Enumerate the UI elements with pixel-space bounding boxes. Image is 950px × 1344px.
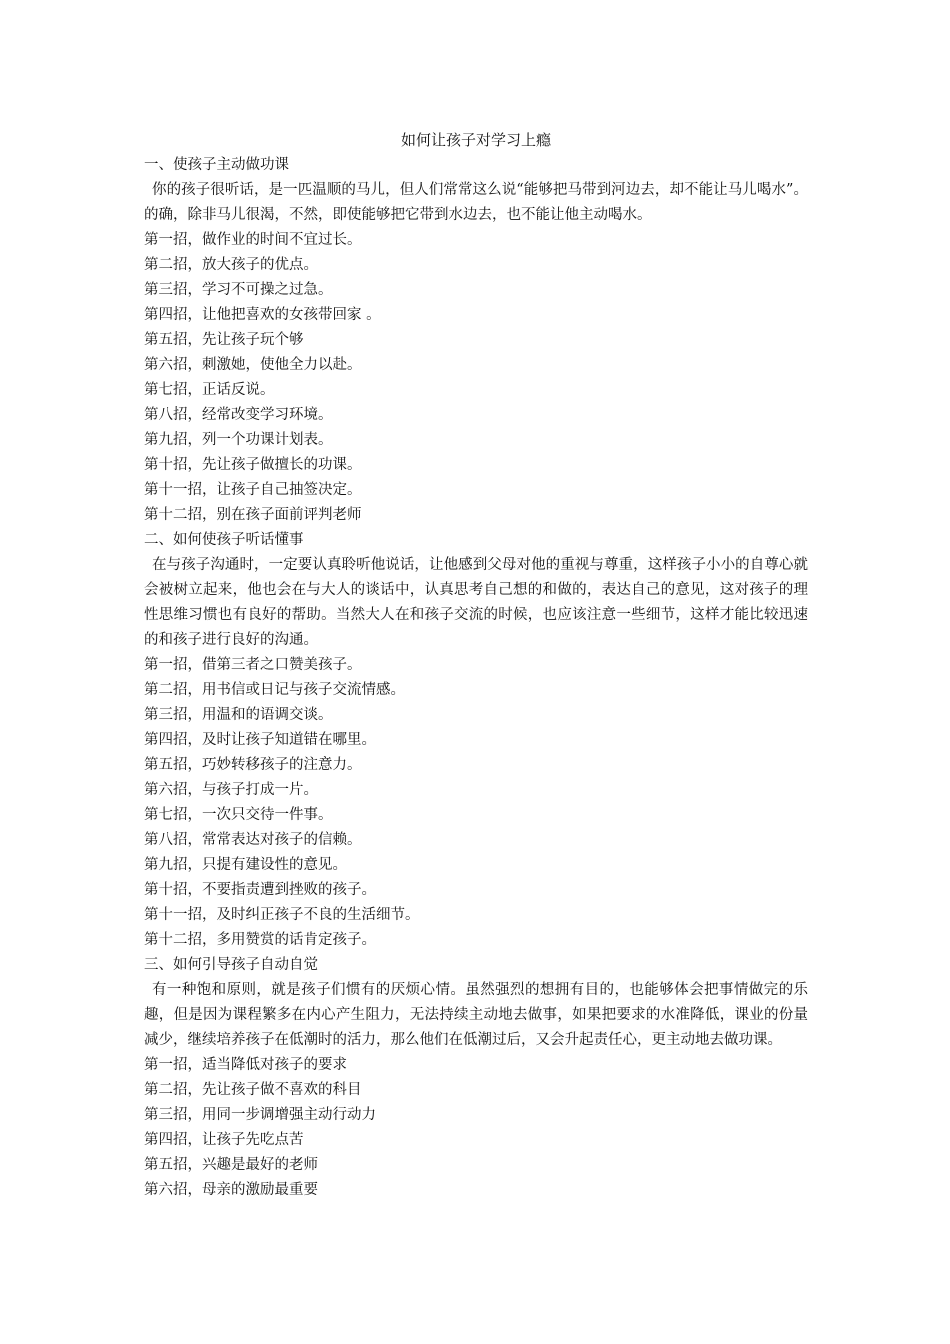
list-item: 第八招，常常表达对孩子的信赖。 [144,832,362,848]
list-item: 第三招，用温和的语调交谈。 [144,707,333,723]
list-item: 第二招，用书信或日记与孩子交流情感。 [144,682,405,698]
list-item: 第十二招，多用赞赏的话肯定孩子。 [144,932,376,948]
list-item: 第一招，借第三者之口赞美孩子。 [144,657,362,673]
list-item: 第二招，先让孩子做不喜欢的科目 [144,1082,362,1098]
list-item: 第十招，先让孩子做擅长的功课。 [144,457,362,473]
list-item: 第三招，学习不可操之过急。 [144,282,333,298]
list-item: 第一招，做作业的时间不宜过长。 [144,232,362,248]
section-paragraph: 有一种饱和原则，就是孩子们惯有的厌烦心情。虽然强烈的想拥有目的，也能够体会把事情做完的乐趣，但是因为课程繁多在内心产生阻力，无法持续主动地去做事，如果把要求的水准降低，课业的份量减少，继续培养孩子在低潮时的活力，那么他们在低潮过后，又会升起责任心，更主动地去做功课。 [144,982,808,1048]
section-heading: 二、如何使孩子听话懂事 [144,532,304,548]
list-item: 第五招，兴趣是最好的老师 [144,1157,318,1173]
section-heading: 三、如何引导孩子自动自觉 [144,957,318,973]
list-item: 第六招，母亲的激励最重要 [144,1182,318,1198]
section-1 [144,153,808,528]
list-item: 第七招，正话反说。 [144,382,275,398]
list-item: 第六招，与孩子打成一片。 [144,782,318,798]
list-item: 第八招，经常改变学习环境。 [144,407,333,423]
list-item: 第六招，刺激她，使他全力以赴。 [144,357,362,373]
list-item: 第九招，只提有建设性的意见。 [144,857,347,873]
list-item: 第二招，放大孩子的优点。 [144,257,318,273]
list-item: 第三招，用同一步调增强主动行动力 [144,1107,376,1123]
list-item: 第七招，一次只交待一件事。 [144,807,333,823]
list-item: 第十一招，及时纠正孩子不良的生活细节。 [144,907,420,923]
document-title: 如何让孩子对学习上瘾 [400,131,551,149]
list-item: 第一招，适当降低对孩子的要求 [144,1057,347,1073]
section-paragraph: 在与孩子沟通时，一定要认真聆听他说话，让他感到父母对他的重视与尊重，这样孩子小小的自尊心就会被树立起来，他也会在与大人的谈话中，认真思考自己想的和做的，表达自己的意见，这对孩子的理性思维习惯也有良好的帮助。当然大人在和孩子交流的时候，也应该注意一些细节，这样才能比较迅速的和孩子进行良好的沟通。 [144,557,808,648]
list-item: 第四招，让他把喜欢的女孩带回家 。 [144,307,381,323]
list-item: 第四招，及时让孩子知道错在哪里。 [144,732,376,748]
list-item: 第十一招，让孩子自己抽签决定。 [144,482,362,498]
document-page [144,128,808,1203]
section-2 [144,528,808,953]
list-item: 第九招，列一个功课计划表。 [144,432,333,448]
list-item: 第十二招，别在孩子面前评判老师 [144,507,362,523]
list-item: 第四招，让孩子先吃点苦 [144,1132,304,1148]
section-3 [144,953,808,1203]
list-item: 第十招，不要指责遭到挫败的孩子。 [144,882,376,898]
list-item: 第五招，先让孩子玩个够 [144,332,304,348]
list-item: 第五招，巧妙转移孩子的注意力。 [144,757,362,773]
section-heading: 一、使孩子主动做功课 [144,157,289,173]
section-paragraph: 你的孩子很听话，是一匹温顺的马儿，但人们常常这么说“能够把马带到河边去，却不能让马儿喝水”。的确，除非马儿很渴，不然，即使能够把它带到水边去，也不能让他主动喝水。 [144,182,808,223]
